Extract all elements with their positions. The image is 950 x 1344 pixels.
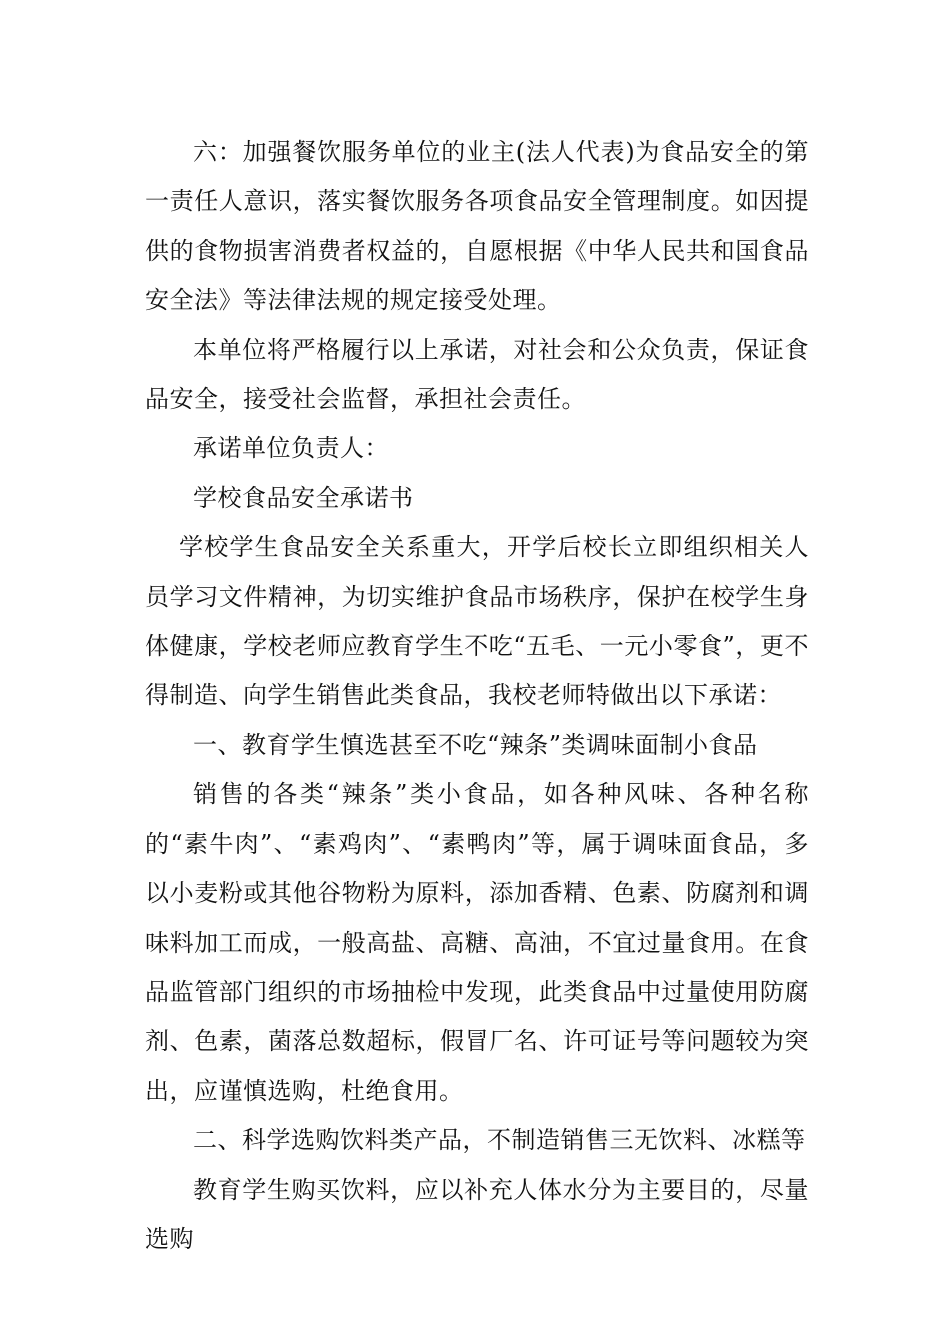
document-body xyxy=(145,128,809,1264)
paragraph-section-two: 教育学生购买饮料，应以补充人体水分为主要目的，尽量选购 xyxy=(145,1175,809,1253)
paragraph-intro: 学校学生食品安全关系重大，开学后校长立即组织相关人员学习文件精神，为切实维护食品市场秩序，保护在校学生身体健康，学校老师应教育学生不吃“五毛、一元小零食”，更不得制造、向学生销售此类食品，我校老师特做出以下承诺： xyxy=(145,533,809,710)
heading-section-one: 一、教育学生慎选甚至不吃“辣条”类调味面制小食品 xyxy=(193,730,758,759)
paragraph-section-six: 六：加强餐饮服务单位的业主(法人代表)为食品安全的第一责任人意识，落实餐饮服务各项食品安全管理制度。如因提供的食物损害消费者权益的，自愿根据《中华人民共和国食品安全法》等法律法规的规定接受处理。 xyxy=(145,138,809,315)
paragraph-section-one: 销售的各类“辣条”类小食品，如各种风味、各种名称的“素牛肉”、“素鸡肉”、“素鸭肉”等，属于调味面食品，多以小麦粉或其他谷物粉为原料，添加香精、色素、防腐剂和调味料加工而成，一般高盐、高糖、高油，不宜过量食用。在食品监管部门组织的市场抽检中发现，此类食品中过量使用防腐剂、色素，菌落总数超标，假冒厂名、许可证号等问题较为突出，应谨慎选购，杜绝食用。 xyxy=(145,780,809,1105)
document-title: 学校食品安全承诺书 xyxy=(193,483,414,512)
heading-section-two: 二、科学选购饮料类产品，不制造销售三无饮料、冰糕等 xyxy=(193,1126,806,1155)
paragraph-responsible-person: 承诺单位负责人： xyxy=(193,434,389,463)
paragraph-commitment: 本单位将严格履行以上承诺，对社会和公众负责，保证食品安全，接受社会监督，承担社会责任。 xyxy=(145,335,809,414)
